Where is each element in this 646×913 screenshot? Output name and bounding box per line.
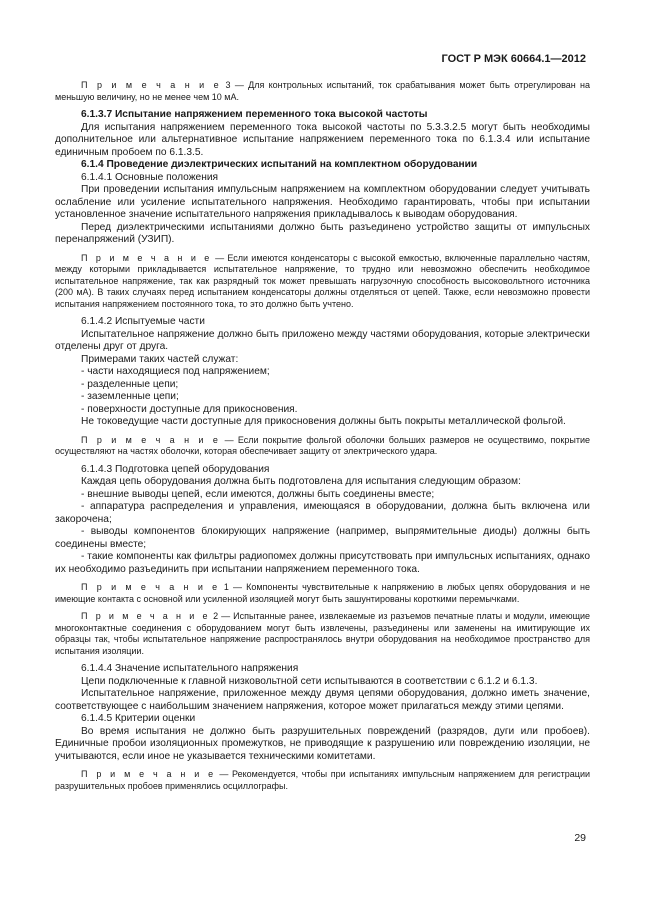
subheading-6-1-4-3: 6.1.4.3 Подготовка цепей оборудования <box>81 463 270 475</box>
list-item: - аппаратура распределения и управления, имеющаяся в оборудовании, должна быть включена или закорочена; <box>55 501 590 525</box>
paragraph: Испытательное напряжение должно быть приложено между частями оборудования, которые электрически отделены друг от друга. <box>55 328 590 352</box>
note-label: П р и м е ч а н и е <box>81 582 220 592</box>
paragraph: Примерами таких частей служат: <box>81 353 239 365</box>
list-item: - поверхности доступные для прикосновения. <box>81 403 298 415</box>
note-2-boards: П р и м е ч а н и е 2 — Испытанные ранее, извлекаемые из разъемов печатные платы и модули, имеющие многоконтактные соединения с оборудованием могут быть извлечены, разъединены или заменены на имитирующие их образцы так, чтобы испытательное напряжение распространялось внутри оборудования на необходимое пространство для испытания изоляции. <box>55 611 591 656</box>
note-1-components: П р и м е ч а н и е 1 — Компоненты чувствительные к напряжению в любых цепях оборудования и не имеющие контакта с основной или усиленной изоляцией могут быть зашунтированы короткими перемычками. <box>55 582 590 604</box>
paragraph: Испытательное напряжение, приложенное между двумя цепями оборудования, должно иметь значение, соответствующее с наибольшим значением напряжения, которое может прилагаться между этими цепями. <box>55 688 590 712</box>
page-body <box>55 80 590 792</box>
paragraph: Для испытания напряжением переменного тока высокой частоты по 5.3.3.2.5 могут быть необходимы дополнительное или альтернативное испытание напряжением переменного тока по 6.1.3.4 или испытание единичным пробоем по 6.1.3.5. <box>55 121 590 158</box>
subheading-6-1-4-1: 6.1.4.1 Основные положения <box>81 171 219 183</box>
page-number: 29 <box>574 832 586 844</box>
paragraph: Во время испытания не должно быть разрушительных повреждений (разрядов, дуги или пробоев). Единичные пробои изоляционных промежутков, не приводящие к разрушению или повреждению изоляции, не учитываются, если иное не указывается техническими комитетами. <box>55 725 590 762</box>
list-item: - выводы компонентов блокирующих напряжение (например, выпрямительные диоды) должны быть соединены вместе; <box>55 526 590 550</box>
heading-6-1-4: 6.1.4 Проведение диэлектрических испытаний на комплектном оборудовании <box>81 159 478 170</box>
paragraph: Не токоведущие части доступные для прикосновения должны быть покрыты металлической фольгой. <box>81 416 566 427</box>
note-label: П р и м е ч а н и е <box>81 252 212 263</box>
note-label: П р и м е ч а н и е <box>81 611 211 621</box>
standard-header: ГОСТ Р МЭК 60664.1—2012 <box>441 53 586 65</box>
note-label: П р и м е ч а н и е <box>81 769 216 779</box>
list-item: - заземленные цепи; <box>81 391 179 402</box>
subheading-6-1-4-4: 6.1.4.4 Значение испытательного напряжения <box>81 663 299 674</box>
list-item: - внешние выводы цепей, если имеются, должны быть соединены вместе; <box>81 488 435 500</box>
paragraph: Цепи подключенные к главной низковольтной сети испытываются в соответствии с 6.1.2 и 6.1.3. <box>81 675 538 687</box>
paragraph: Каждая цепь оборудования должна быть подготовлена для испытания следующим образом: <box>81 476 521 487</box>
note-rcd-current: П р и м е ч а н и е 3 — Для контрольных испытаний, ток срабатывания может быть отрегулирован на меньшую величину, но не менее чем 10 мА. <box>55 80 590 102</box>
note-label: П р и м е ч а н и е <box>81 80 222 90</box>
paragraph: Перед диэлектрическими испытаниями должно быть разъединено устройство защиты от импульсных перенапряжений (УЗИП). <box>55 221 590 245</box>
subheading-6-1-4-5: 6.1.4.5 Критерии оценки <box>81 713 196 724</box>
subheading-6-1-4-2: 6.1.4.2 Испытуемые части <box>81 316 205 327</box>
note-foil: П р и м е ч а н и е — Если покрытие фольгой оболочки больших размеров не осуществимо, покрытие осуществляют на частях оболочки, которая обеспечивает защиту от электрического удара. <box>55 434 591 456</box>
note-oscilloscopes: П р и м е ч а н и е — Рекомендуется, чтобы при испытаниях импульсным напряжением для регистрации разрушительных пробоев применялись осциллографы. <box>55 769 590 791</box>
paragraph: При проведении испытания импульсным напряжением на комплектном оборудовании следует учитывать ослабление или усиление испытательного напряжения. Необходимо гарантировать, чтобы при испытании установленное значение испытательного напряжения прикладывалось к выводам оборудования. <box>55 184 590 220</box>
note-capacitors: П р и м е ч а н и е — Если имеются конденсаторы с высокой емкостью, включенные параллельно частям, между которыми прикладывается испытательное напряжение, то трудно или невозможно обеспечить необходимое испытательное напряжение, так как разрядный ток может превышать нагрузочную способность высоковольтного источника (200 мА). В таких случаях перед испытанием конденсаторы должны отделяться от цепей. Также, если невозможно провести испытания напряжением постоянного тока, то это должно быть учтено. <box>55 252 590 309</box>
list-item: - такие компоненты как фильтры радиопомех должны присутствовать при импульсных испытаниях, однако их необходимо разъединить при испытании напряжением переменного тока. <box>55 551 590 575</box>
list-item: - части находящиеся под напряжением; <box>81 366 270 377</box>
list-item: - разделенные цепи; <box>81 378 179 390</box>
note-label: П р и м е ч а н и е <box>81 434 221 445</box>
heading-6-1-3-7: 6.1.3.7 Испытание напряжением переменного тока высокой частоты <box>81 109 428 120</box>
